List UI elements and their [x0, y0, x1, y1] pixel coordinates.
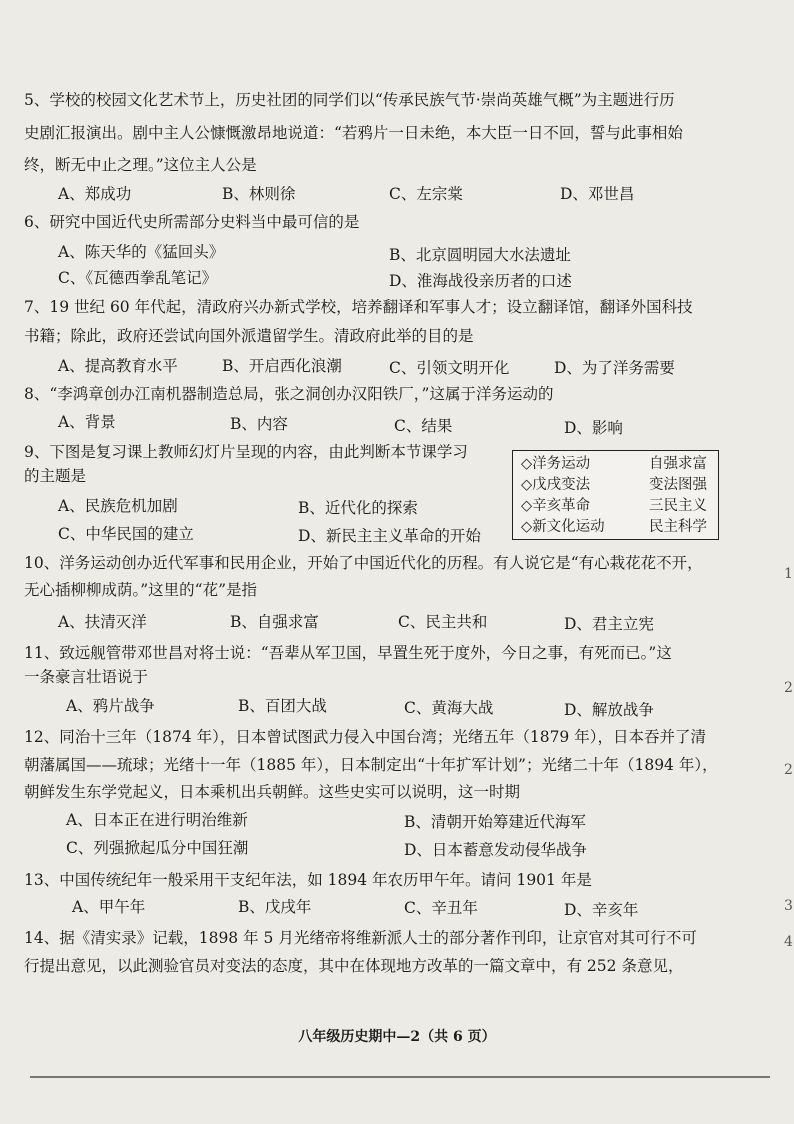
q7-option-b: B、开启西化浪潮: [222, 357, 342, 375]
q10-option-a: A、扶清灭洋: [58, 613, 147, 631]
q7-option-d: D、为了洋务需要: [554, 359, 675, 377]
q12-option-b: B、清朝开始筹建近代海军: [404, 813, 586, 831]
slide-row-slogan: 三民主义: [649, 498, 707, 514]
q13-option-d: D、辛亥年: [564, 901, 639, 919]
page-footer: 八年级历史期中—2（共 6 页）: [298, 1029, 496, 1045]
q9-line-2: 的主题是: [24, 467, 87, 485]
q11-line-1: 11、致远舰管带邓世昌对将士说：“吾辈从军卫国，早置生死于度外，今日之事，有死而已。”这: [24, 644, 672, 662]
q11-line-2: 一条豪言壮语说于: [24, 668, 149, 686]
q11-option-a: A、鸦片战争: [66, 697, 155, 715]
edge-mark: 4: [784, 934, 793, 950]
bottom-divider: [30, 1076, 770, 1078]
slide-row-topic: ◇辛亥革命: [521, 498, 591, 514]
q5-option-d: D、邓世昌: [560, 185, 635, 203]
q7-line-2: 书籍；除此，政府还尝试向国外派遣留学生。清政府此举的目的是: [24, 327, 474, 345]
q5-line-3: 终，断无中止之理。”这位主人公是: [24, 156, 257, 174]
q5-option-c: C、左宗棠: [389, 185, 463, 203]
q11-option-b: B、百团大战: [238, 697, 327, 715]
slide-row-topic: ◇洋务运动: [521, 456, 591, 472]
q9-option-d: D、新民主主义革命的开始: [298, 527, 481, 545]
q8-option-d: D、影响: [564, 419, 623, 437]
edge-mark: 1: [784, 566, 793, 582]
slide-row-slogan: 自强求富: [649, 456, 707, 472]
q10-line-2: 无心插柳柳成荫。”这里的“花”是指: [24, 581, 258, 599]
q12-option-c: C、列强掀起瓜分中国狂潮: [66, 839, 249, 857]
edge-mark: 2: [784, 762, 793, 778]
q10-option-d: D、君主立宪: [564, 615, 654, 633]
q12-option-d: D、日本蓄意发动侵华战争: [404, 841, 587, 859]
q6-line-1: 6、研究中国近代史所需部分史料当中最可信的是: [24, 213, 360, 231]
q14-line-1: 14、据《清实录》记载，1898 年 5 月光绪帝将维新派人士的部分著作刊印，让京官对其可行不可: [24, 929, 697, 947]
q8-option-a: A、背景: [58, 413, 116, 431]
q8-option-c: C、结果: [394, 417, 453, 435]
q9-option-c: C、中华民国的建立: [58, 525, 194, 543]
q5-option-b: B、林则徐: [222, 185, 296, 203]
q12-line-1: 12、同治十三年（1874 年），日本曾试图武力侵入中国台湾；光绪五年（1879 年），日本吞并了清: [24, 728, 706, 746]
q5-line-2: 史剧汇报演出。剧中主人公慷慨激昂地说道：“若鸦片一日未绝，本大臣一日不回，誓与此事相始: [24, 124, 683, 142]
q13-line-1: 13、中国传统纪年一般采用干支纪年法，如 1894 年农历甲午年。请问 1901 年是: [24, 871, 592, 889]
q7-option-c: C、引领文明开化: [389, 359, 510, 377]
q6-option-d: D、淮海战役亲历者的口述: [389, 272, 572, 290]
q13-option-c: C、辛丑年: [404, 899, 478, 917]
lesson-slide-box: [512, 450, 719, 540]
q13-option-b: B、戊戌年: [238, 898, 312, 916]
q9-option-a: A、民族危机加剧: [58, 497, 178, 515]
q5-line-1: 5、学校的校园文化艺术节上，历史社团的同学们以“传承民族气节·崇尚英雄气概”为主题进行历: [24, 91, 675, 109]
edge-mark: 3: [784, 898, 793, 914]
q9-line-1: 9、下图是复习课上教师幻灯片呈现的内容，由此判断本节课学习: [24, 443, 468, 461]
q5-option-a: A、郑成功: [58, 185, 132, 203]
q10-option-b: B、自强求富: [230, 613, 319, 631]
q11-option-c: C、黄海大战: [404, 699, 494, 717]
slide-row-slogan: 变法图强: [649, 477, 707, 493]
q8-option-b: B、内容: [230, 415, 288, 433]
q14-line-2: 行提出意见，以此测验官员对变法的态度，其中在体现地方改革的一篇文章中，有 252 条意见，: [24, 957, 684, 975]
q10-line-1: 10、洋务运动创办近代军事和民用企业，开始了中国近代化的历程。有人说它是“有心栽花花不开，: [24, 554, 703, 572]
edge-mark: 2: [784, 680, 793, 696]
q7-option-a: A、提高教育水平: [58, 357, 178, 375]
q6-option-a: A、陈天华的《猛回头》: [58, 243, 225, 261]
slide-row-slogan: 民主科学: [649, 519, 707, 535]
slide-row-topic: ◇新文化运动: [521, 519, 605, 535]
q6-option-c: C、《瓦德西拳乱笔记》: [58, 269, 218, 287]
q11-option-d: D、解放战争: [564, 701, 654, 719]
q12-option-a: A、日本正在进行明治维新: [66, 811, 248, 829]
q10-option-c: C、民主共和: [398, 613, 488, 631]
q13-option-a: A、甲午年: [72, 898, 146, 916]
q9-option-b: B、近代化的探索: [298, 499, 418, 517]
q7-line-1: 7、19 世纪 60 年代起，清政府兴办新式学校，培养翻译和军事人才；设立翻译馆，翻译外国科技: [24, 298, 693, 316]
q6-option-b: B、北京圆明园大水法遗址: [389, 246, 571, 264]
q12-line-2: 朝藩属国——琉球；光绪十一年（1885 年），日本制定出“十年扩军计划”；光绪二十年（1894 年），: [24, 756, 718, 774]
q12-line-3: 朝鲜发生东学党起义，日本乘机出兵朝鲜。这些史实可以说明，这一时期: [24, 783, 521, 801]
slide-row-topic: ◇戊戌变法: [521, 477, 591, 493]
q8-line-1: 8、“李鸿章创办江南机器制造总局，张之洞创办汉阳铁厂，”这属于洋务运动的: [24, 385, 554, 403]
